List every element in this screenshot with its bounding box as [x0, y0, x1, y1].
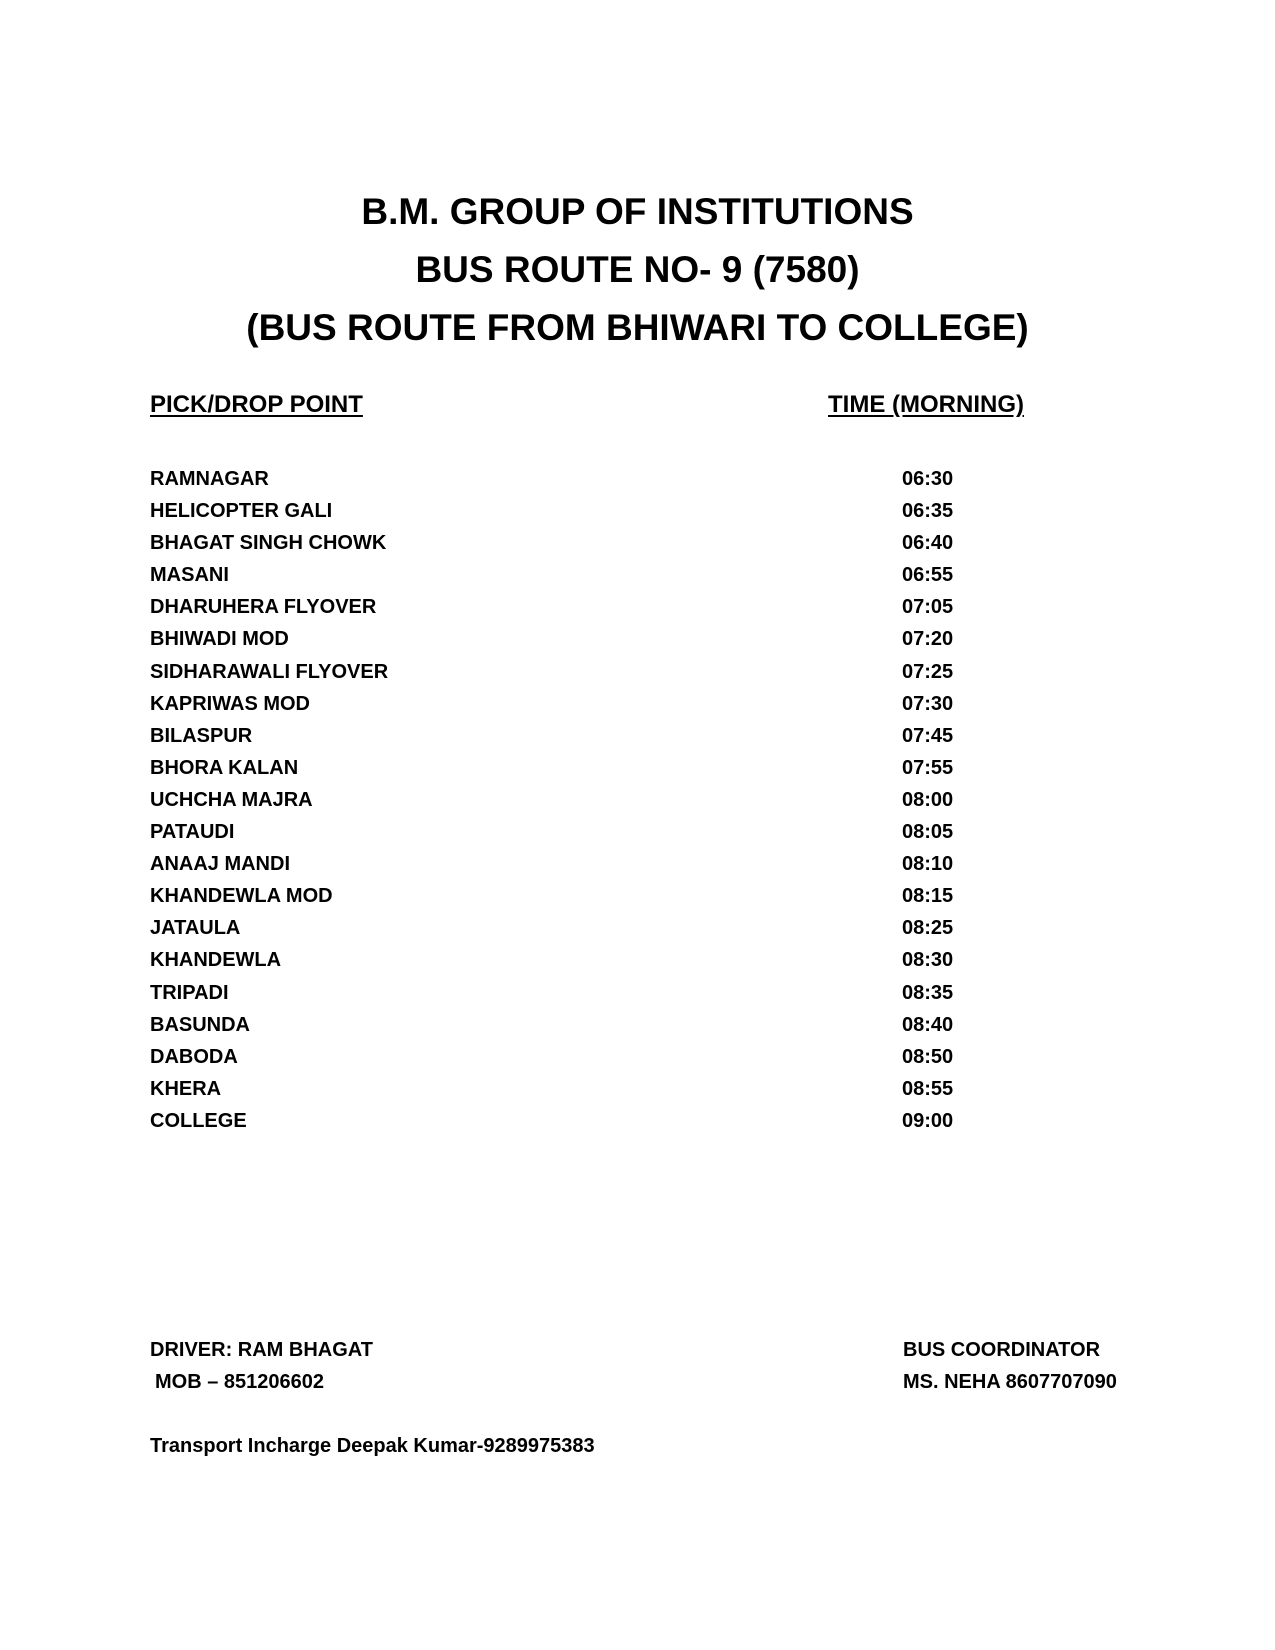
stop-time: 07:05	[902, 596, 954, 619]
stop-name: DHARUHERA FLYOVER	[150, 596, 377, 619]
table-row	[150, 1009, 1050, 1041]
title-block	[0, 183, 1275, 357]
stop-time: 08:35	[902, 981, 954, 1004]
table-row	[150, 527, 1050, 559]
table-row	[150, 688, 1050, 720]
stop-time: 08:00	[902, 788, 954, 811]
stop-name: UCHCHA MAJRA	[150, 788, 313, 811]
table-row	[150, 495, 1050, 527]
stop-name: MASANI	[150, 564, 229, 587]
stop-time: 06:35	[902, 500, 954, 523]
table-row	[150, 656, 1050, 688]
bus-coordinator-name: MS. NEHA 8607707090	[903, 1371, 1117, 1393]
stop-name: KHERA	[150, 1077, 222, 1100]
column-header-time: TIME (MORNING)	[828, 391, 1024, 418]
stop-time: 07:55	[902, 756, 954, 779]
stop-time: 07:30	[902, 692, 954, 715]
stop-time: 08:25	[902, 917, 954, 940]
stop-name: BHIWADI MOD	[150, 628, 289, 651]
stop-name: BILASPUR	[150, 724, 253, 747]
driver-name: DRIVER: RAM BHAGAT	[150, 1339, 373, 1361]
stop-time: 08:05	[902, 821, 954, 844]
table-row	[150, 977, 1050, 1009]
stop-time: 07:45	[902, 724, 954, 747]
institution-title: B.M. GROUP OF INSTITUTIONS	[361, 191, 914, 232]
stops-list	[150, 463, 1050, 1137]
table-row	[150, 623, 1050, 655]
stop-time: 08:50	[902, 1045, 954, 1068]
table-row	[150, 1073, 1050, 1105]
stop-name: DABODA	[150, 1045, 238, 1068]
table-row	[150, 912, 1050, 944]
table-row	[150, 1041, 1050, 1073]
stop-name: KHANDEWLA	[150, 949, 282, 972]
stop-name: JATAULA	[150, 917, 241, 940]
table-row	[150, 816, 1050, 848]
stop-time: 09:00	[902, 1109, 954, 1132]
route-number-title: BUS ROUTE NO- 9 (7580)	[415, 249, 860, 290]
table-row	[150, 752, 1050, 784]
stop-name: BASUNDA	[150, 1013, 250, 1036]
table-row	[150, 463, 1050, 495]
stop-time: 07:25	[902, 660, 954, 683]
table-row	[150, 559, 1050, 591]
stop-name: TRIPADI	[150, 981, 229, 1004]
bus-coordinator-title: BUS COORDINATOR	[903, 1339, 1101, 1361]
stop-time: 08:10	[902, 853, 954, 876]
table-row	[150, 944, 1050, 976]
table-row	[150, 848, 1050, 880]
table-row	[150, 720, 1050, 752]
stop-name: PATAUDI	[150, 821, 235, 844]
stop-name: COLLEGE	[150, 1109, 247, 1132]
stop-name: RAMNAGAR	[150, 468, 269, 490]
driver-mobile: MOB – 851206602	[155, 1371, 325, 1393]
stop-name: ANAAJ MANDI	[150, 853, 290, 876]
route-description-title: (BUS ROUTE FROM BHIWARI TO COLLEGE)	[246, 307, 1029, 348]
stop-time: 08:40	[902, 1013, 954, 1036]
stop-time: 08:30	[902, 949, 954, 972]
column-header-pick-drop-point: PICK/DROP POINT	[150, 391, 363, 418]
table-row	[150, 784, 1050, 816]
stop-time: 06:30	[902, 468, 954, 490]
stop-name: BHAGAT SINGH CHOWK	[150, 532, 387, 555]
stop-time: 08:55	[902, 1077, 954, 1100]
table-row	[150, 591, 1050, 623]
stop-name: HELICOPTER GALI	[150, 500, 333, 523]
stop-name: BHORA KALAN	[150, 756, 299, 779]
stop-name: KHANDEWLA MOD	[150, 885, 333, 908]
stop-time: 06:40	[902, 532, 954, 555]
stop-name: SIDHARAWALI FLYOVER	[150, 660, 389, 683]
table-row	[150, 1105, 1050, 1137]
transport-incharge: Transport Incharge Deepak Kumar-9289975383	[150, 1435, 595, 1457]
stop-name: KAPRIWAS MOD	[150, 692, 310, 715]
stop-time: 06:55	[902, 564, 954, 587]
table-row	[150, 880, 1050, 912]
stop-time: 08:15	[902, 885, 954, 908]
stop-time: 07:20	[902, 628, 954, 651]
